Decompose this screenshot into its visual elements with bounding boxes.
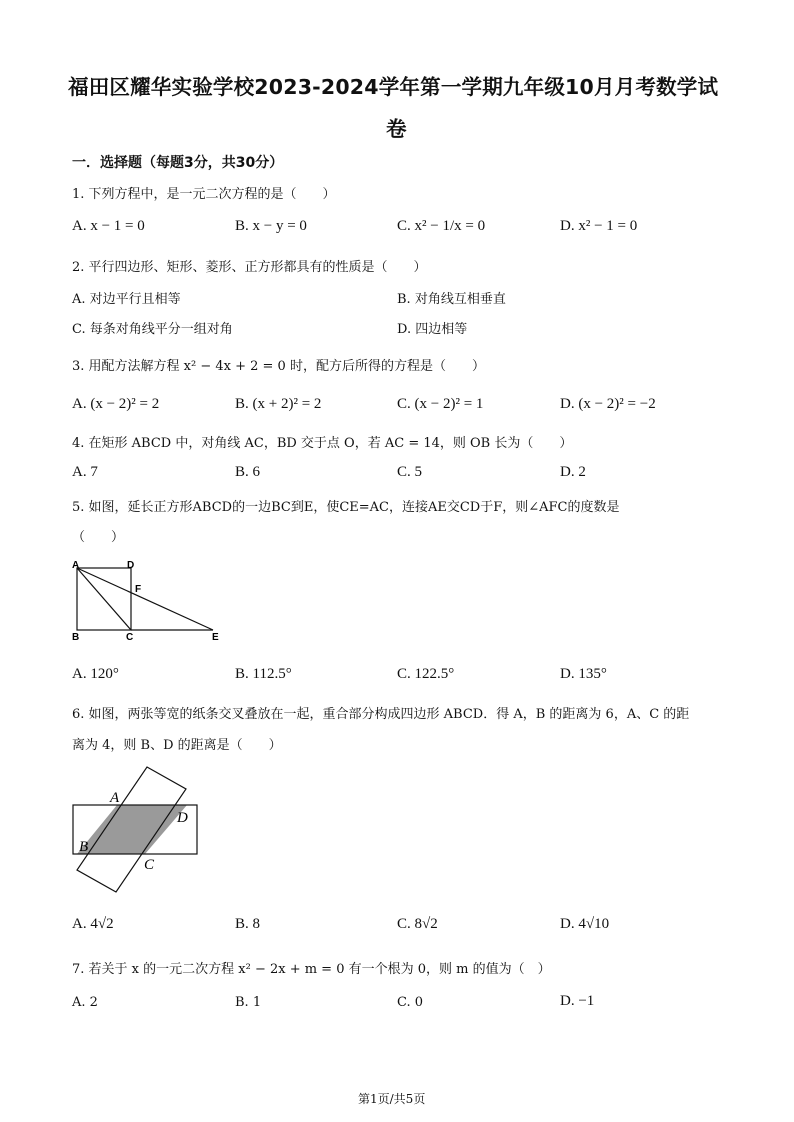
- label-b: B: [79, 839, 89, 855]
- label-a: A: [110, 790, 120, 806]
- q1-option-d: D. x² − 1 = 0: [560, 218, 638, 234]
- q6-option-a: A. 4√2: [72, 916, 114, 932]
- q7-option-c: C. 0: [397, 995, 424, 1010]
- q3-option-c: C. (x − 2)² = 1: [397, 396, 484, 412]
- q5-option-c: C. 122.5°: [397, 666, 455, 682]
- q6-option-c: C. 8√2: [397, 916, 438, 932]
- question-2-stem: 2. 平行四边形、矩形、菱形、正方形都具有的性质是（ ）: [72, 260, 427, 275]
- diagonal-ac: [77, 568, 131, 630]
- question-3-stem: 3. 用配方法解方程 x² − 4x + 2 = 0 时，配方后所得的方程是（ ）: [72, 359, 485, 374]
- square-extension-figure: [68, 560, 228, 644]
- question-6-stem: 6. 如图，两张等宽的纸条交叉叠放在一起，重合部分构成四边形 ABCD．得 A，B 的距离为 6，A、C 的距: [72, 707, 690, 722]
- exam-title-line2: 卷: [386, 117, 407, 141]
- label-a: A: [72, 560, 80, 571]
- q4-option-a: A. 7: [72, 464, 98, 480]
- q3-option-b: B. (x + 2)² = 2: [235, 396, 322, 412]
- q4-option-b: B. 6: [235, 464, 261, 480]
- q5-option-a: A. 120°: [72, 666, 119, 682]
- label-e: E: [212, 632, 219, 643]
- q6-option-d: D. 4√10: [560, 916, 610, 932]
- question-4-stem: 4. 在矩形 ABCD 中，对角线 AC，BD 交于点 O，若 AC = 14，则 OB 长为（ ）: [72, 436, 573, 451]
- question-1-stem: 1. 下列方程中，是一元二次方程的是（ ）: [72, 187, 336, 202]
- label-d: D: [127, 560, 135, 571]
- section-heading: 一．选择题（每题3分，共30分）: [72, 155, 284, 171]
- q4-option-c: C. 5: [397, 464, 423, 480]
- segment-ae: [77, 568, 213, 630]
- question-7-stem: 7. 若关于 x 的一元二次方程 x² − 2x + m = 0 有一个根为 0，则 m 的值为（ ）: [72, 962, 551, 977]
- q7-option-d: D. −1: [560, 993, 595, 1009]
- q2-option-d: D. 四边相等: [397, 322, 468, 337]
- q2-option-b: B. 对角线互相垂直: [397, 292, 506, 307]
- q1-option-b: B. x − y = 0: [235, 218, 307, 234]
- q2-option-c: C. 每条对角线平分一组对角: [72, 322, 233, 337]
- page-footer: 第1页/共5页: [358, 1092, 426, 1106]
- label-d: D: [177, 810, 188, 826]
- q1-option-c: C. x² − 1/x = 0: [397, 218, 486, 234]
- q2-option-a: A. 对边平行且相等: [72, 292, 181, 307]
- question-6-stem-cont: 离为 4，则 B、D 的距离是（ ）: [72, 738, 282, 753]
- q1-option-a: A. x − 1 = 0: [72, 218, 145, 234]
- q7-option-a: A. 2: [72, 995, 98, 1010]
- q5-option-d: D. 135°: [560, 666, 607, 682]
- label-c: C: [144, 857, 155, 873]
- paper-strips-figure: [70, 764, 202, 894]
- label-f: F: [135, 584, 142, 595]
- q6-option-b: B. 8: [235, 916, 261, 932]
- q4-option-d: D. 2: [560, 464, 586, 480]
- exam-title-line1: 福田区耀华实验学校2023-2024学年第一学期九年级10月月考数学试: [68, 75, 719, 99]
- q7-option-b: B. 1: [235, 995, 262, 1010]
- q5-option-b: B. 112.5°: [235, 666, 292, 682]
- q3-option-d: D. (x − 2)² = −2: [560, 396, 656, 412]
- label-c: C: [126, 632, 134, 643]
- question-5-stem-cont: （ ）: [72, 530, 125, 545]
- label-b: B: [72, 632, 80, 643]
- question-5-stem: 5. 如图，延长正方形ABCD的一边BC到E，使CE=AC，连接AE交CD于F，则∠AFC的度数是: [72, 500, 620, 515]
- q3-option-a: A. (x − 2)² = 2: [72, 396, 160, 412]
